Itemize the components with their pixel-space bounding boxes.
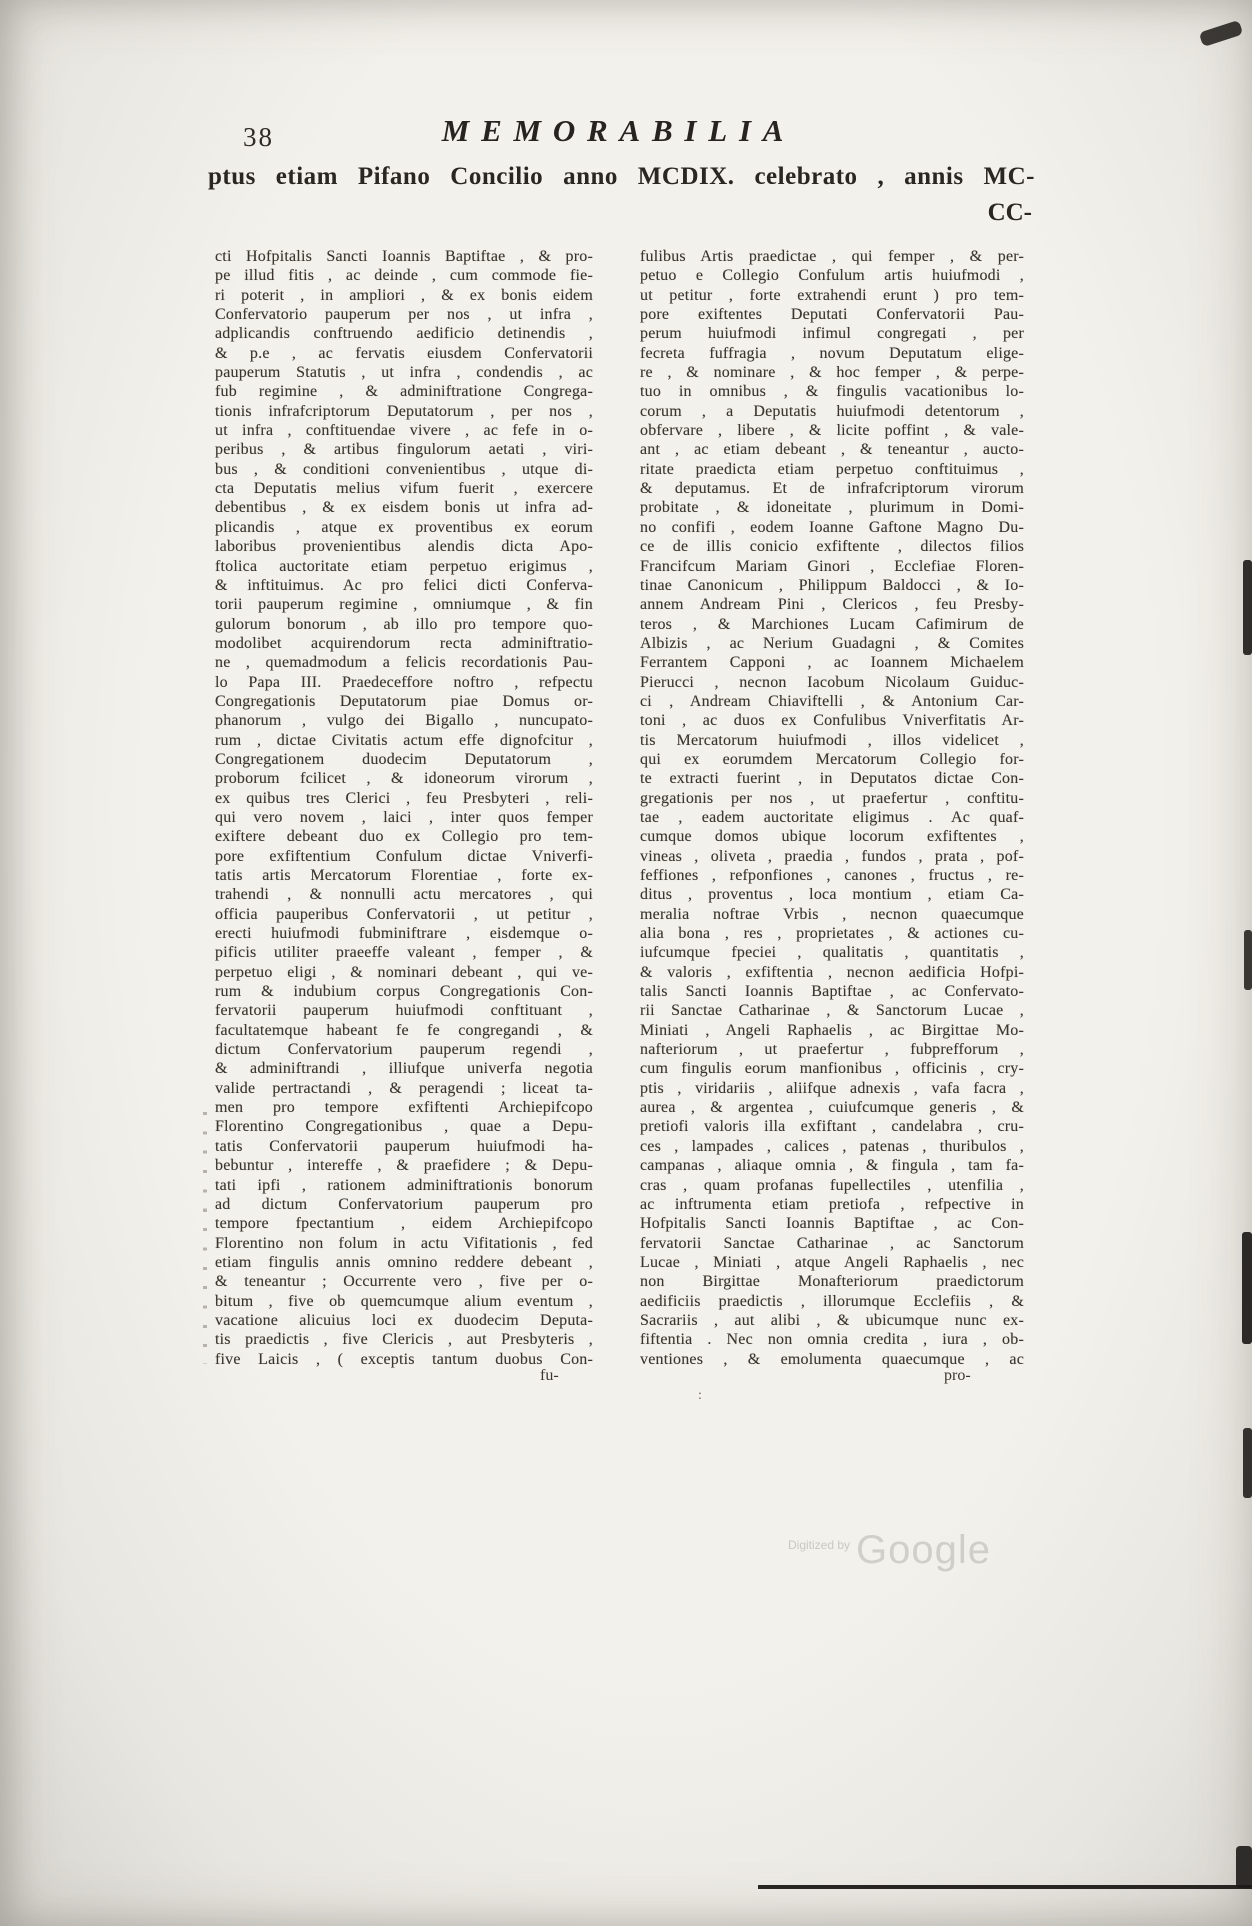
text-line: fervatorii pauperum huiufmodi conftituant , xyxy=(215,1002,593,1020)
text-line: officia pauperibus Confervatorii , ut petitur , xyxy=(215,905,593,923)
text-line: Pierucci , necnon Iacobum Nicolaum Guiduc- xyxy=(640,673,1024,691)
text-line: pauperum Statutis , ut infra , condendis , ac xyxy=(215,364,593,382)
text-line: ritate praedicta etiam perpetuo conftituimus , xyxy=(640,460,1024,478)
text-line: peribus , & artibus fingulorum aetati , viri- xyxy=(215,441,593,459)
text-line: plicandis , atque ex proventibus ex eorum xyxy=(215,518,593,536)
text-line: corum , a Deputatis huiufmodi detentorum , xyxy=(640,402,1024,420)
text-line: tati ipfi , rationem adminiftrationis bonorum xyxy=(215,1176,593,1194)
text-line: fub regimine , & adminiftratione Congrega- xyxy=(215,383,593,401)
text-line: & adminiftrandi , illiufque univerfa negotia xyxy=(215,1060,593,1078)
catchword-left: fu- xyxy=(540,1367,559,1384)
text-line: pe illud fitis , ac deinde , cum commode fie- xyxy=(215,267,593,285)
text-line: talis Sancti Ioannis Baptiftae , ac Confervato- xyxy=(640,983,1024,1001)
digitized-watermark xyxy=(788,1528,991,1573)
text-line: tatis artis Mercatorum Florentiae , forte ex- xyxy=(215,867,593,884)
text-line: ci , Andream Chiaviftelli , & Antonium Car- xyxy=(640,692,1024,710)
catchword-right: pro- xyxy=(944,1367,971,1384)
text-line: laboribus provenientibus alendis dicta Apo- xyxy=(215,538,593,556)
text-line: tempore fpectantium , eidem Archiepifcopo xyxy=(215,1215,593,1233)
text-line: ce de illis conicio exfiftente , dilectos filios xyxy=(640,538,1024,556)
text-line: Confervatorio pauperum per nos , ut infra , xyxy=(215,306,593,324)
scan-artifact-margin-specks xyxy=(203,1112,207,1364)
scan-artifact-bottom-line xyxy=(758,1885,1252,1889)
intro-line: ptus etiam Pifano Concilio anno MCDIX. celebrato , annis MC- xyxy=(208,163,1035,190)
text-line: bitum , five ob quemcumque alium eventum , xyxy=(215,1292,593,1310)
text-line: cum fingulis eorum manfionibus , officinis , cry- xyxy=(640,1060,1024,1078)
text-line: torii pauperum regimine , omniumque , & fin xyxy=(215,596,593,614)
text-line: ut petitur , forte extrahendi erunt ) pro tem- xyxy=(640,286,1024,304)
text-line: probitate , & idoneitate , plurimum in Domi- xyxy=(640,499,1024,517)
text-line: exiftere debeant duo ex Collegio pro tem- xyxy=(215,828,593,846)
text-line: Francifcum Mariam Ginori , Ecclefiae Floren- xyxy=(640,557,1024,575)
text-line: Congregationis Deputatorum piae Domus or- xyxy=(215,692,593,710)
text-line: ftolica auctoritate etiam perpetuo erigimus , xyxy=(215,557,593,575)
text-line: Hofpitalis Sancti Ioannis Baptiftae , ac Con- xyxy=(640,1215,1024,1233)
text-line: aurea , & argentea , cuiufcumque generis , & xyxy=(640,1099,1024,1117)
text-line: annem Andream Pini , Clericos , feu Presby- xyxy=(640,596,1024,614)
text-line: bebuntur , intereffe , & praefidere ; & Depu- xyxy=(215,1157,593,1175)
text-line: campanas , aliaque omnia , & fingula , tam fa- xyxy=(640,1157,1024,1175)
text-line: no confifi , eodem Ioanne Gaftone Magno Du- xyxy=(640,518,1024,536)
text-line: Sacrariis , aut alibi , & ubicumque nunc ex- xyxy=(640,1311,1024,1329)
text-line: fecreta fuffragia , novum Deputatum elige- xyxy=(640,344,1024,362)
text-line: tuo in omnibus , & fingulis vacationibus lo- xyxy=(640,383,1024,401)
text-line: feffiones , refponfiones , canones , fructus , re- xyxy=(640,867,1024,884)
text-line: cras , quam profanas fupellectiles , utenfilia , xyxy=(640,1176,1024,1194)
text-line: & inftituimus. Ac pro felici dicti Conferva- xyxy=(215,576,593,594)
scan-artifact-edge-bar xyxy=(1243,1428,1252,1498)
text-line: & deputamus. Et de infrafcriptorum virorum xyxy=(640,480,1024,498)
text-line: tae , eadem auctoritate eligimus . Ac quaf- xyxy=(640,808,1024,826)
scan-artifact-corner-blob xyxy=(1236,1846,1252,1888)
text-line: Lucae , Miniati , atque Angeli Raphaelis , nec xyxy=(640,1253,1024,1271)
text-line: adplicandis conftruendo aedificio detinendis , xyxy=(215,325,593,343)
scan-artifact-topright-mark xyxy=(1199,20,1244,47)
text-line: Florentino Congregationibus , quae a Depu- xyxy=(215,1118,593,1136)
text-line: valide pertractandi , & peragendi ; liceat ta- xyxy=(215,1079,593,1097)
text-line: Florentino non folum in actu Vifitationis , fed xyxy=(215,1234,593,1252)
text-line: ventiones , & emolumenta quaecumque , ac xyxy=(640,1350,1024,1368)
text-line: tinae Canonicum , Philippum Baldocci , & Io- xyxy=(640,576,1024,594)
text-line: Ferrantem Capponi , ac Ioannem Michaelem xyxy=(640,654,1024,672)
watermark-prefix-label: Digitized by xyxy=(788,1538,851,1552)
text-line: ditus , proventus , loca montium , etiam Ca- xyxy=(640,886,1024,904)
text-line: pore exfiftentium Confulum dictae Vniverfi- xyxy=(215,847,593,865)
google-watermark-logo: Google xyxy=(856,1528,992,1572)
text-line: tionis infrafcriptorum Deputatorum , per nos , xyxy=(215,402,593,420)
text-line: nafteriorum , ut praefertur , fubprefforum , xyxy=(640,1041,1024,1059)
text-line: & valoris , exfiftentia , necnon aedificia Hofpi- xyxy=(640,963,1024,981)
text-line: rum , dictae Civitatis actum effe dignofcitur , xyxy=(215,731,593,749)
text-line: te extracti fuerint , in Deputatos dictae Con- xyxy=(640,770,1024,788)
text-line: dictum Confervatorium pauperum regendi , xyxy=(215,1041,593,1059)
text-line: non Birgittae Monafteriorum praedictorum xyxy=(640,1273,1024,1291)
text-line: qui vero novem , laici , inter quos femper xyxy=(215,808,593,826)
text-line: ri poterit , in ampliori , & ex bonis eidem xyxy=(215,286,593,304)
text-line: toni , ac duos ex Confulibus Vniverfitatis Ar- xyxy=(640,712,1024,730)
text-line: ptis , viridariis , aliifque adnexis , vafa facra , xyxy=(640,1079,1024,1097)
text-line: obfervare , libere , & licite poffint , & vale- xyxy=(640,422,1024,440)
text-line: cumque domos ubique locorum exfiftentes , xyxy=(640,828,1024,846)
text-column-right xyxy=(640,247,1024,1369)
text-line: erecti huiufmodi fubminiftrare , eisdemque o- xyxy=(215,925,593,943)
text-line: proborum fcilicet , & idoneorum virorum , xyxy=(215,770,593,788)
text-line: fervatorii Sanctae Catharinae , ac Sanctorum xyxy=(640,1234,1024,1252)
text-line: perpetuo eligi , & nominari debeant , qui ve- xyxy=(215,963,593,981)
text-line: rii Sanctae Catharinae , & Sanctorum Lucae , xyxy=(640,1002,1024,1020)
text-line: aedificiis praedictis , illorumque Ecclefiis , & xyxy=(640,1292,1024,1310)
text-line: men pro tempore exfiftenti Archiepifcopo xyxy=(215,1099,593,1117)
text-line: rum & indubium corpus Congregationis Con- xyxy=(215,983,593,1001)
text-line: cta Deputatis melius vifum fuerit , exercere xyxy=(215,480,593,498)
text-line: cti Hofpitalis Sancti Ioannis Baptiftae , & pro- xyxy=(215,248,593,265)
text-line: tis Mercatorum huiufmodi , illos videlicet , xyxy=(640,731,1024,749)
text-line: facultatemque habeant fe fe congregandi , & xyxy=(215,1021,593,1039)
text-line: vacatione alicuius loci ex duodecim Deputa- xyxy=(215,1311,593,1329)
text-line: ex quibus tres Clerici , feu Presbyteri , reli- xyxy=(215,789,593,807)
text-line: fiftentia . Nec non omnia credita , iura , ob- xyxy=(640,1331,1024,1349)
text-line: ut infra , conftituendae vivere , ac fefe in o- xyxy=(215,422,593,440)
text-line: tis praedictis , five Clericis , aut Presbyteris , xyxy=(215,1331,593,1349)
text-line: ant , ac etiam debeant , & teneantur , aucto- xyxy=(640,441,1024,459)
text-line: lo Papa III. Praedeceffore noftro , refpectu xyxy=(215,673,593,691)
text-line: pretiofi valoris illa exfiftant , candelabra , cru- xyxy=(640,1118,1024,1136)
text-column-left xyxy=(215,247,593,1369)
text-line: tatis Confervatorii pauperum huiufmodi ha- xyxy=(215,1137,593,1155)
text-line: five Laicis , ( exceptis tantum duobus Con- xyxy=(215,1350,593,1368)
text-line: pificis utiliter praeeffe valeant , femper , & xyxy=(215,944,593,962)
text-line: & teneantur ; Occurrente vero , five per o- xyxy=(215,1273,593,1291)
text-line: Congregationem duodecim Deputatorum , xyxy=(215,750,593,768)
footer-mark: : xyxy=(698,1388,702,1403)
text-line: fulibus Artis praedictae , qui femper , & per- xyxy=(640,248,1024,265)
text-line: ac inftrumenta etiam pretiofa , refpective in xyxy=(640,1195,1024,1213)
scan-artifact-edge-bar xyxy=(1242,1232,1252,1344)
text-line: qui ex eorumdem Mercatorum Collegio for- xyxy=(640,750,1024,768)
intro-carry: CC- xyxy=(987,199,1032,226)
text-line: teros , & Marchiones Lucam Cafimirum de xyxy=(640,615,1024,633)
text-line: ne , quemadmodum a felicis recordationis Pau- xyxy=(215,654,593,672)
text-line: phanorum , vulgo dei Bigallo , nuncupato- xyxy=(215,712,593,730)
text-line: gulorum bonorum , ab illo pro tempore quo- xyxy=(215,615,593,633)
page-number: 38 xyxy=(243,122,274,152)
text-line: gregationis per nos , ut praefertur , conftitu- xyxy=(640,789,1024,807)
text-line: debentibus , & ex eisdem bonis ut infra ad- xyxy=(215,499,593,517)
text-line: Albizis , ac Nerium Guadagni , & Comites xyxy=(640,634,1024,652)
text-line: re , & nominare , & hoc femper , & perpe- xyxy=(640,364,1024,382)
text-line: ad dictum Confervatorium pauperum pro xyxy=(215,1195,593,1213)
text-line: alia bona , res , proprietates , & actiones cu- xyxy=(640,925,1024,943)
text-line: Miniati , Angeli Raphaelis , ac Birgittae Mo- xyxy=(640,1021,1024,1039)
text-line: pore exiftentes Deputati Confervatorii Pau- xyxy=(640,306,1024,324)
text-line: iufcumque fpeciei , qualitatis , quantitatis , xyxy=(640,944,1024,962)
text-line: meralia noftrae Vrbis , necnon quaecumque xyxy=(640,905,1024,923)
text-line: etiam fingulis annis omnino reddere debeant , xyxy=(215,1253,593,1271)
text-line: perum huiufmodi infimul congregati , per xyxy=(640,325,1024,343)
text-line: petuo e Collegio Confulum artis huiufmodi , xyxy=(640,267,1024,285)
text-line: bus , & conditioni convenientibus , utque di- xyxy=(215,460,593,478)
text-line: vineas , oliveta , praedia , fundos , prata , pof- xyxy=(640,847,1024,865)
text-line: ces , lampades , calices , patenas , thuribulos , xyxy=(640,1137,1024,1155)
scan-artifact-edge-bar xyxy=(1244,930,1252,990)
text-line: & p.e , ac fervatis eiusdem Confervatorii xyxy=(215,344,593,362)
scan-artifact-edge-bar xyxy=(1243,560,1252,655)
text-line: trahendi , & nonnulli actu mercatores , qui xyxy=(215,886,593,904)
running-head: MEMORABILIA xyxy=(441,113,796,148)
text-line: modolibet acquirendorum recta adminiftratio- xyxy=(215,634,593,652)
